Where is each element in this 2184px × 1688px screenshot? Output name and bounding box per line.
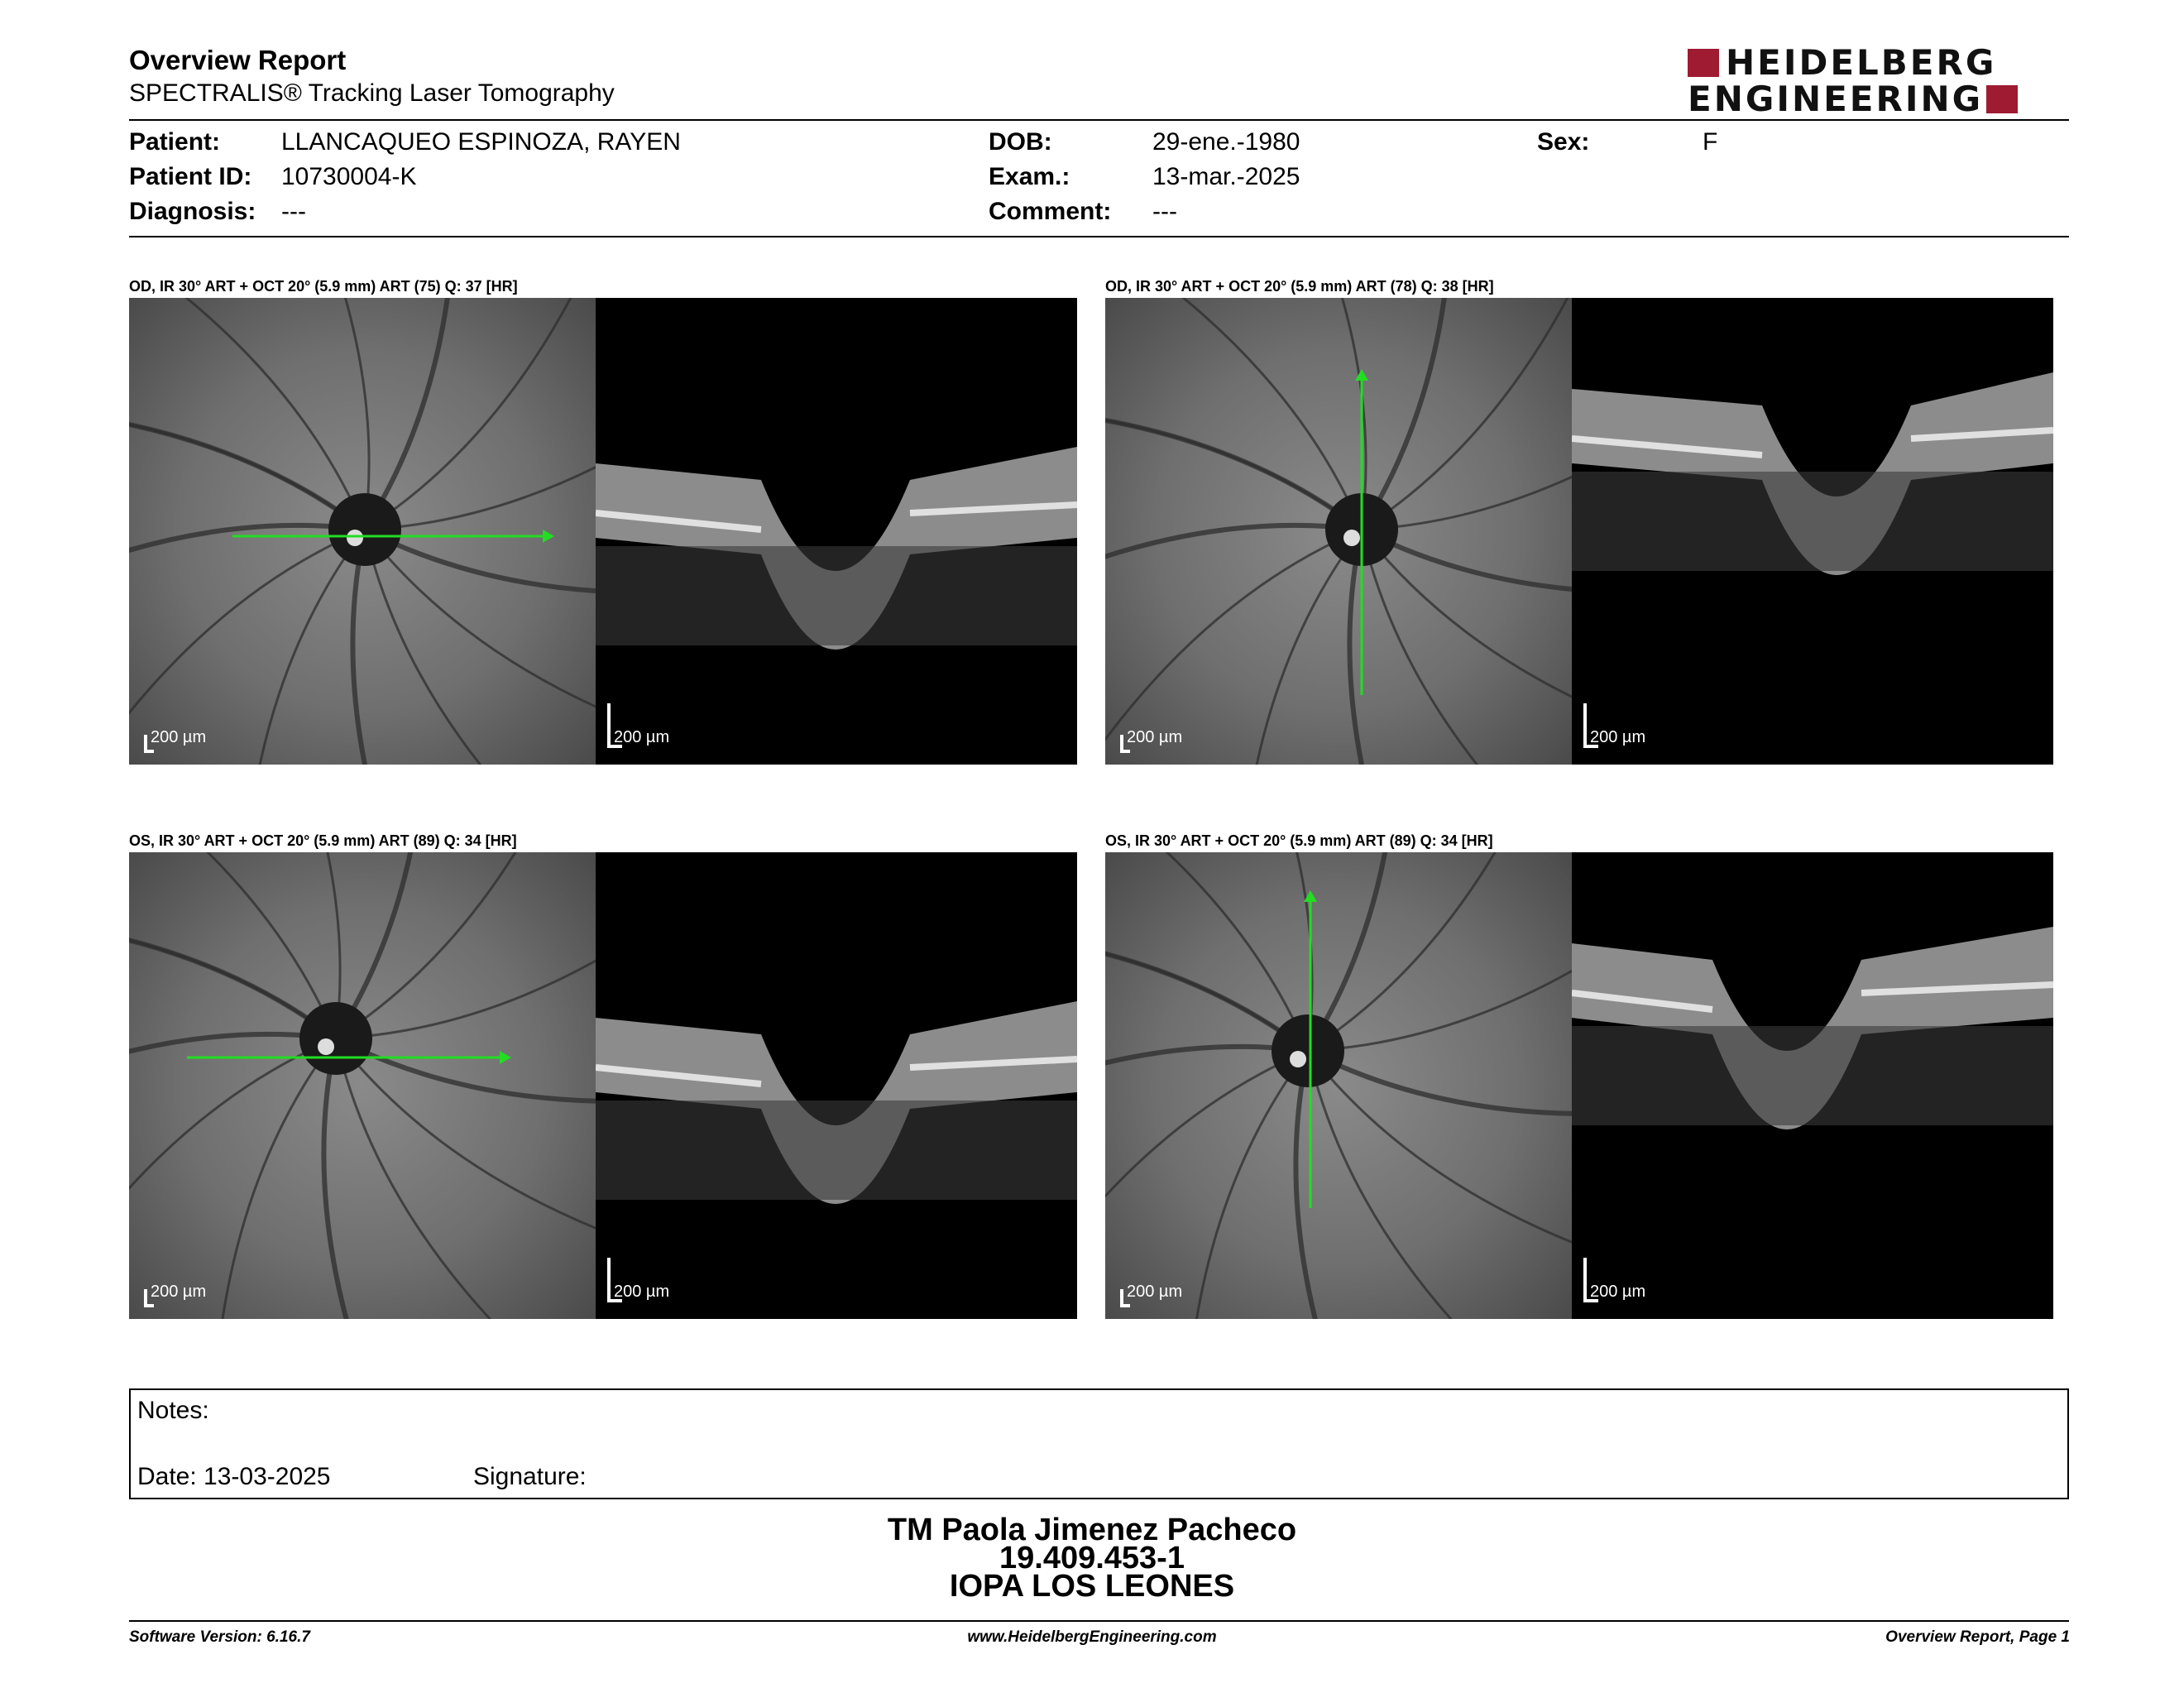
heidelberg-logo bbox=[1688, 42, 2068, 119]
ir-scale-bar bbox=[1120, 728, 1182, 747]
ir-fundus-image bbox=[1105, 298, 1572, 765]
patient-id-value: 10730004-K bbox=[281, 163, 417, 190]
logo-text-1: HEIDELBERG bbox=[1726, 42, 1997, 83]
oct-bscan-image bbox=[596, 852, 1077, 1319]
page-indicator: Overview Report, Page 1 bbox=[1885, 1628, 2070, 1646]
patient-id-label: Patient ID: bbox=[129, 163, 252, 190]
website-link[interactable]: www.HeidelbergEngineering.com bbox=[967, 1628, 1217, 1646]
oct-bscan-image bbox=[1572, 298, 2053, 765]
ir-fundus-image bbox=[129, 852, 596, 1319]
oct-scale-label: 200 µm bbox=[1590, 1283, 1646, 1301]
logo-square-icon bbox=[1688, 49, 1719, 77]
signature-label: Signature: bbox=[473, 1463, 587, 1490]
exam-value: 13-mar.-2025 bbox=[1152, 163, 1300, 190]
oct-scale-label: 200 µm bbox=[614, 1283, 670, 1301]
panel-title: OS, IR 30° ART + OCT 20° (5.9 mm) ART (89) Q: 34 [HR] bbox=[129, 832, 517, 849]
panel-title: OS, IR 30° ART + OCT 20° (5.9 mm) ART (89) Q: 34 [HR] bbox=[1105, 832, 1493, 849]
ir-scale-label: 200 µm bbox=[151, 728, 207, 746]
ir-scale-bar bbox=[1120, 1283, 1182, 1302]
sex-label: Sex: bbox=[1537, 128, 1590, 156]
sex-value: F bbox=[1703, 128, 1718, 156]
scale-bar-icon bbox=[1120, 735, 1130, 753]
ir-fundus-image bbox=[129, 298, 596, 765]
signer-name: TM Paola Jimenez Pacheco bbox=[887, 1513, 1297, 1547]
panel-title: OD, IR 30° ART + OCT 20° (5.9 mm) ART (78) Q: 38 [HR] bbox=[1105, 278, 1494, 295]
notes-box bbox=[129, 1388, 2069, 1499]
signer-institution: IOPA LOS LEONES bbox=[949, 1569, 1235, 1604]
oct-scale-label: 200 µm bbox=[1590, 728, 1646, 746]
oct-bscan-image bbox=[596, 298, 1077, 765]
patient-value: LLANCAQUEO ESPINOZA, RAYEN bbox=[281, 128, 681, 156]
report-title: Overview Report bbox=[129, 45, 347, 75]
oct-scale-bar bbox=[1583, 1266, 1646, 1301]
logo-line-2 bbox=[1688, 81, 2068, 117]
diagnosis-value: --- bbox=[281, 198, 306, 225]
ir-scale-label: 200 µm bbox=[151, 1283, 207, 1301]
scale-bar-icon bbox=[144, 1289, 154, 1307]
ir-fundus-image bbox=[1105, 852, 1572, 1319]
comment-value: --- bbox=[1152, 198, 1177, 225]
ir-scale-bar bbox=[144, 728, 206, 747]
logo-square-icon bbox=[1986, 85, 2018, 113]
logo-line-1 bbox=[1688, 42, 2068, 83]
oct-scale-label: 200 µm bbox=[614, 728, 670, 746]
footer-divider bbox=[129, 1620, 2069, 1622]
oct-bscan-image bbox=[1572, 852, 2053, 1319]
oct-scale-bar bbox=[607, 1266, 670, 1301]
ir-scale-bar bbox=[144, 1283, 206, 1302]
comment-label: Comment: bbox=[989, 198, 1112, 225]
notes-label: Notes: bbox=[137, 1397, 209, 1424]
scale-bar-icon bbox=[144, 735, 154, 753]
patient-divider bbox=[129, 236, 2069, 237]
scale-bar-icon bbox=[1120, 1289, 1130, 1307]
patient-label: Patient: bbox=[129, 128, 221, 156]
panel-title: OD, IR 30° ART + OCT 20° (5.9 mm) ART (75) Q: 37 [HR] bbox=[129, 278, 518, 295]
dob-value: 29-ene.-1980 bbox=[1152, 128, 1300, 156]
exam-label: Exam.: bbox=[989, 163, 1070, 190]
oct-scale-bar bbox=[607, 712, 670, 746]
date-label: Date: 13-03-2025 bbox=[137, 1463, 331, 1490]
ir-scale-label: 200 µm bbox=[1127, 728, 1183, 746]
dob-label: DOB: bbox=[989, 128, 1052, 156]
diagnosis-label: Diagnosis: bbox=[129, 198, 256, 225]
ir-scale-label: 200 µm bbox=[1127, 1283, 1183, 1301]
report-subtitle: SPECTRALIS® Tracking Laser Tomography bbox=[129, 79, 615, 107]
header-divider bbox=[129, 119, 2069, 121]
logo-text-2: ENGINEERING bbox=[1688, 79, 1984, 119]
oct-scale-bar bbox=[1583, 712, 1646, 746]
software-version: Software Version: 6.16.7 bbox=[129, 1628, 310, 1646]
signer-rut: 19.409.453-1 bbox=[999, 1541, 1185, 1575]
